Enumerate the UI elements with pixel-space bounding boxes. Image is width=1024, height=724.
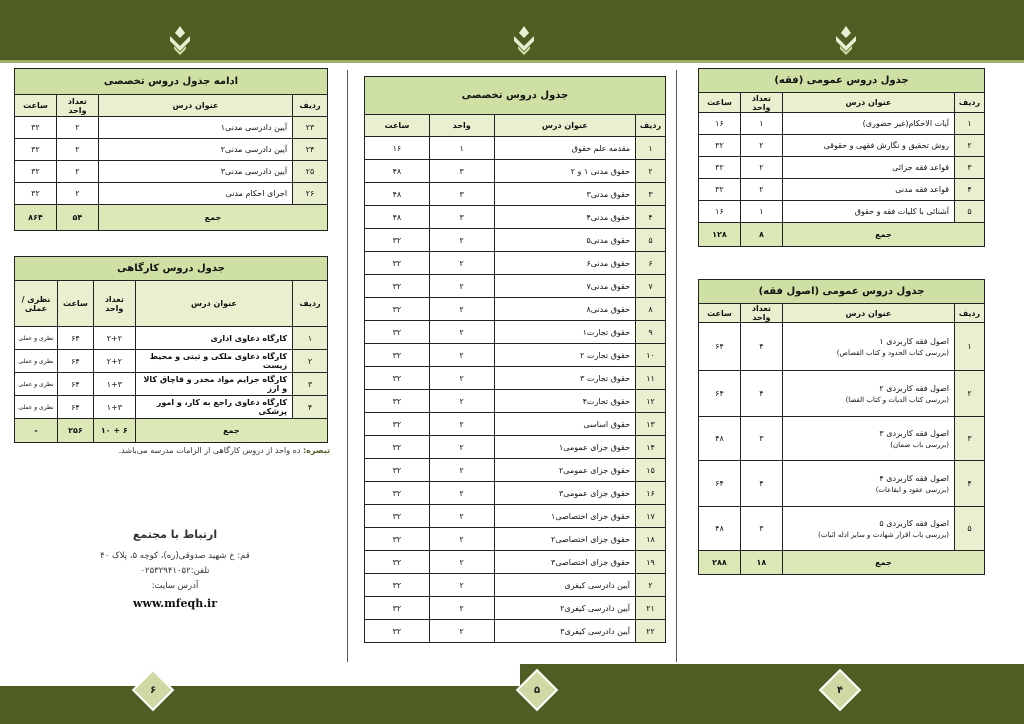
sum-row: جمع ۸ ۱۲۸	[699, 223, 985, 247]
note-text: ده واحد از دروس کارگاهی از الزامات مدرسه می‌باشد.	[118, 446, 303, 455]
col-header-units: تعداد واحد	[740, 93, 782, 113]
emblem-icon	[833, 26, 859, 56]
table-row: ۲۵ آیین دادرسی مدنی۳ ۲ ۳۲	[15, 161, 328, 183]
table-row: ۱ مقدمه علم حقوق ۱ ۱۶	[365, 137, 666, 160]
table-row: ۱۲ حقوق تجارت۴ ۲ ۳۲	[365, 390, 666, 413]
page-number-right: ۴	[819, 669, 861, 711]
contact-phone: تلفن:۰۲۵۳۲۹۴۱۰۵۲	[140, 566, 210, 576]
col-header-hours: ساعت	[57, 281, 93, 327]
general-usul-table	[698, 279, 985, 575]
sum-row: جمع ۵۴ ۸۶۴	[15, 205, 328, 231]
sum-row: جمع ۶ + ۱۰ ۲۵۶ -	[15, 419, 328, 443]
col-header-hours: ساعت	[365, 115, 430, 137]
col-header-row: ردیف	[293, 95, 328, 117]
table-row: ۵ آشنائی با کلیات فقه و حقوق ۱ ۱۶	[699, 201, 985, 223]
table-row: ۱ اصول فقه کاربردی ۱ (بررسی کتاب الحدود و کتاب القصاص) ۴ ۶۴	[699, 323, 985, 371]
col-header-row: ردیف	[636, 115, 666, 137]
contact-site-label: آدرس سایت:	[151, 581, 199, 591]
col-header-name: عنوان درس	[782, 93, 954, 113]
col-header-name: عنوان درس	[782, 304, 954, 323]
table-row: ۵ اصول فقه کاربردی ۵ (بررسی باب اقرار شهادت و سایر ادله اثبات) ۳ ۴۸	[699, 507, 985, 551]
table-row: ۷ حقوق مدنی۷ ۲ ۳۲	[365, 275, 666, 298]
contact-title: ارتباط با مجتمع	[132, 528, 218, 541]
table-row: ۲ اصول فقه کاربردی ۲ (بررسی کتاب الدیات و کتاب القضا) ۴ ۶۴	[699, 371, 985, 417]
table-title: جدول دروس کارگاهی	[15, 257, 328, 281]
table-row: ۳ حقوق مدنی۳ ۳ ۴۸	[365, 183, 666, 206]
col-header-name: عنوان درس	[494, 115, 635, 137]
col-header-units: تعداد واحد	[93, 281, 135, 327]
table-row: ۲ حقوق مدنی ۱ و ۲ ۳ ۴۸	[365, 160, 666, 183]
col-header-units: واحد	[429, 115, 494, 137]
table-row: ۱۰ حقوق تجارت ۲ ۲ ۳۲	[365, 344, 666, 367]
table-title: جدول دروس عمومی (اصول فقه)	[699, 280, 985, 304]
table-row: ۱۶ حقوق جزای عمومی۳ ۲ ۳۲	[365, 482, 666, 505]
col-header-row: ردیف	[955, 304, 985, 323]
column-divider	[676, 70, 677, 662]
table-row: ۶ حقوق مدنی۶ ۲ ۳۲	[365, 252, 666, 275]
col-header-row: ردیف	[293, 281, 328, 327]
table-row: ۲ کارگاه دعاوی ملکی و ثبتی و محیط زیست ۲+۲ ۶۴ نظری و عملی	[15, 350, 328, 373]
table-row: ۱۵ حقوق جزای عمومی۲ ۲ ۳۲	[365, 459, 666, 482]
workshop-table	[14, 256, 328, 443]
column-divider	[347, 70, 348, 662]
top-banner-stripe	[0, 60, 1024, 63]
table-row: ۱۱ حقوق تجارت ۳ ۲ ۳۲	[365, 367, 666, 390]
col-header-units: تعداد واحد	[740, 304, 782, 323]
page-number-middle: ۵	[516, 669, 558, 711]
table-row: ۱۹ حقوق جزای اختصاصی۳ ۲ ۳۲	[365, 551, 666, 574]
table-row: ۲ روش تحقیق و نگارش فقهی و حقوقی ۲ ۳۲	[699, 135, 985, 157]
table-row: ۳ اصول فقه کاربردی ۳ (بررسی باب ضمان) ۳ ۴۸	[699, 417, 985, 461]
table-row: ۱ آیات الاحکام(غیر حضوری) ۱ ۱۶	[699, 113, 985, 135]
table-row: ۳ کارگاه جرایم مواد مخدر و قاچاق کالا و ارز ۱+۳ ۶۴ نظری و عملی	[15, 373, 328, 396]
table-row: ۱۴ حقوق جزای عمومی۱ ۲ ۳۲	[365, 436, 666, 459]
specialized-table	[364, 76, 666, 643]
table-row: ۲۲ آیین دادرسی کیفری۳ ۲ ۳۲	[365, 620, 666, 643]
table-row: ۲۳ آیین دادرسی مدنی۱ ۲ ۳۲	[15, 117, 328, 139]
table-row: ۱۸ حقوق جزای اختصاصی۲ ۲ ۳۲	[365, 528, 666, 551]
col-header-type: نظری / عملی	[15, 281, 58, 327]
table-title: جدول دروس عمومی (فقه)	[699, 69, 985, 93]
table-row: ۱۷ حقوق جزای اختصاصی۱ ۲ ۳۲	[365, 505, 666, 528]
col-header-name: عنوان درس	[98, 95, 292, 117]
workshop-note	[40, 446, 330, 455]
contact-block	[60, 528, 290, 610]
col-header-name: عنوان درس	[135, 281, 292, 327]
page-number-left: ۶	[132, 669, 174, 711]
table-row: ۲۶ اجرای احکام مدنی ۲ ۳۲	[15, 183, 328, 205]
website-link[interactable]: www.mfeqh.ir	[133, 597, 217, 610]
table-row: ۹ حقوق تجارت۱ ۲ ۳۲	[365, 321, 666, 344]
table-row: ۲۱ آیین دادرسی کیفری۲ ۲ ۳۲	[365, 597, 666, 620]
table-title: جدول دروس تخصصی	[365, 77, 666, 115]
table-row: ۱۳ حقوق اساسی ۲ ۳۲	[365, 413, 666, 436]
table-row: ۵ حقوق مدنی۵ ۲ ۳۲	[365, 229, 666, 252]
table-row: ۸ حقوق مدنی۸ ۲ ۳۲	[365, 298, 666, 321]
table-row: ۱ کارگاه دعاوی اداری ۲+۲ ۶۴ نظری و عملی	[15, 327, 328, 350]
bottom-banner-step	[520, 664, 1024, 688]
emblem-icon	[167, 26, 193, 56]
table-row: ۴ قواعد فقه مدنی ۲ ۳۲	[699, 179, 985, 201]
col-header-hours: ساعت	[15, 95, 57, 117]
table-row: ۲۴ آیین دادرسی مدنی۲ ۲ ۳۲	[15, 139, 328, 161]
col-header-units: تعداد واحد	[56, 95, 98, 117]
specialized-cont-table	[14, 68, 328, 231]
col-header-row: ردیف	[955, 93, 985, 113]
table-row: ۴ کارگاه دعاوی راجع به کار، و امور پزشکی ۱+۳ ۶۴ نظری و عملی	[15, 396, 328, 419]
table-row: ۴ اصول فقه کاربردی ۴ (بررسی عقود و ایقاعات) ۴ ۶۴	[699, 461, 985, 507]
col-header-hours: ساعت	[699, 93, 741, 113]
col-header-hours: ساعت	[699, 304, 741, 323]
table-row: ۳ قواعد فقه جزائی ۲ ۳۲	[699, 157, 985, 179]
general-fiqh-table	[698, 68, 985, 247]
note-label: تبصره:	[302, 446, 330, 455]
table-row: ۴ حقوق مدنی۴ ۳ ۴۸	[365, 206, 666, 229]
emblem-icon	[511, 26, 537, 56]
sum-row: جمع ۱۸ ۲۸۸	[699, 551, 985, 575]
table-row: ۲ آیین دادرسی کیفری ۲ ۳۲	[365, 574, 666, 597]
contact-address: قم: خ شهید صدوقی(ره)، کوچه ۵، پلاک ۴۰	[100, 551, 250, 561]
table-title: ادامه جدول دروس تخصصی	[15, 69, 328, 95]
